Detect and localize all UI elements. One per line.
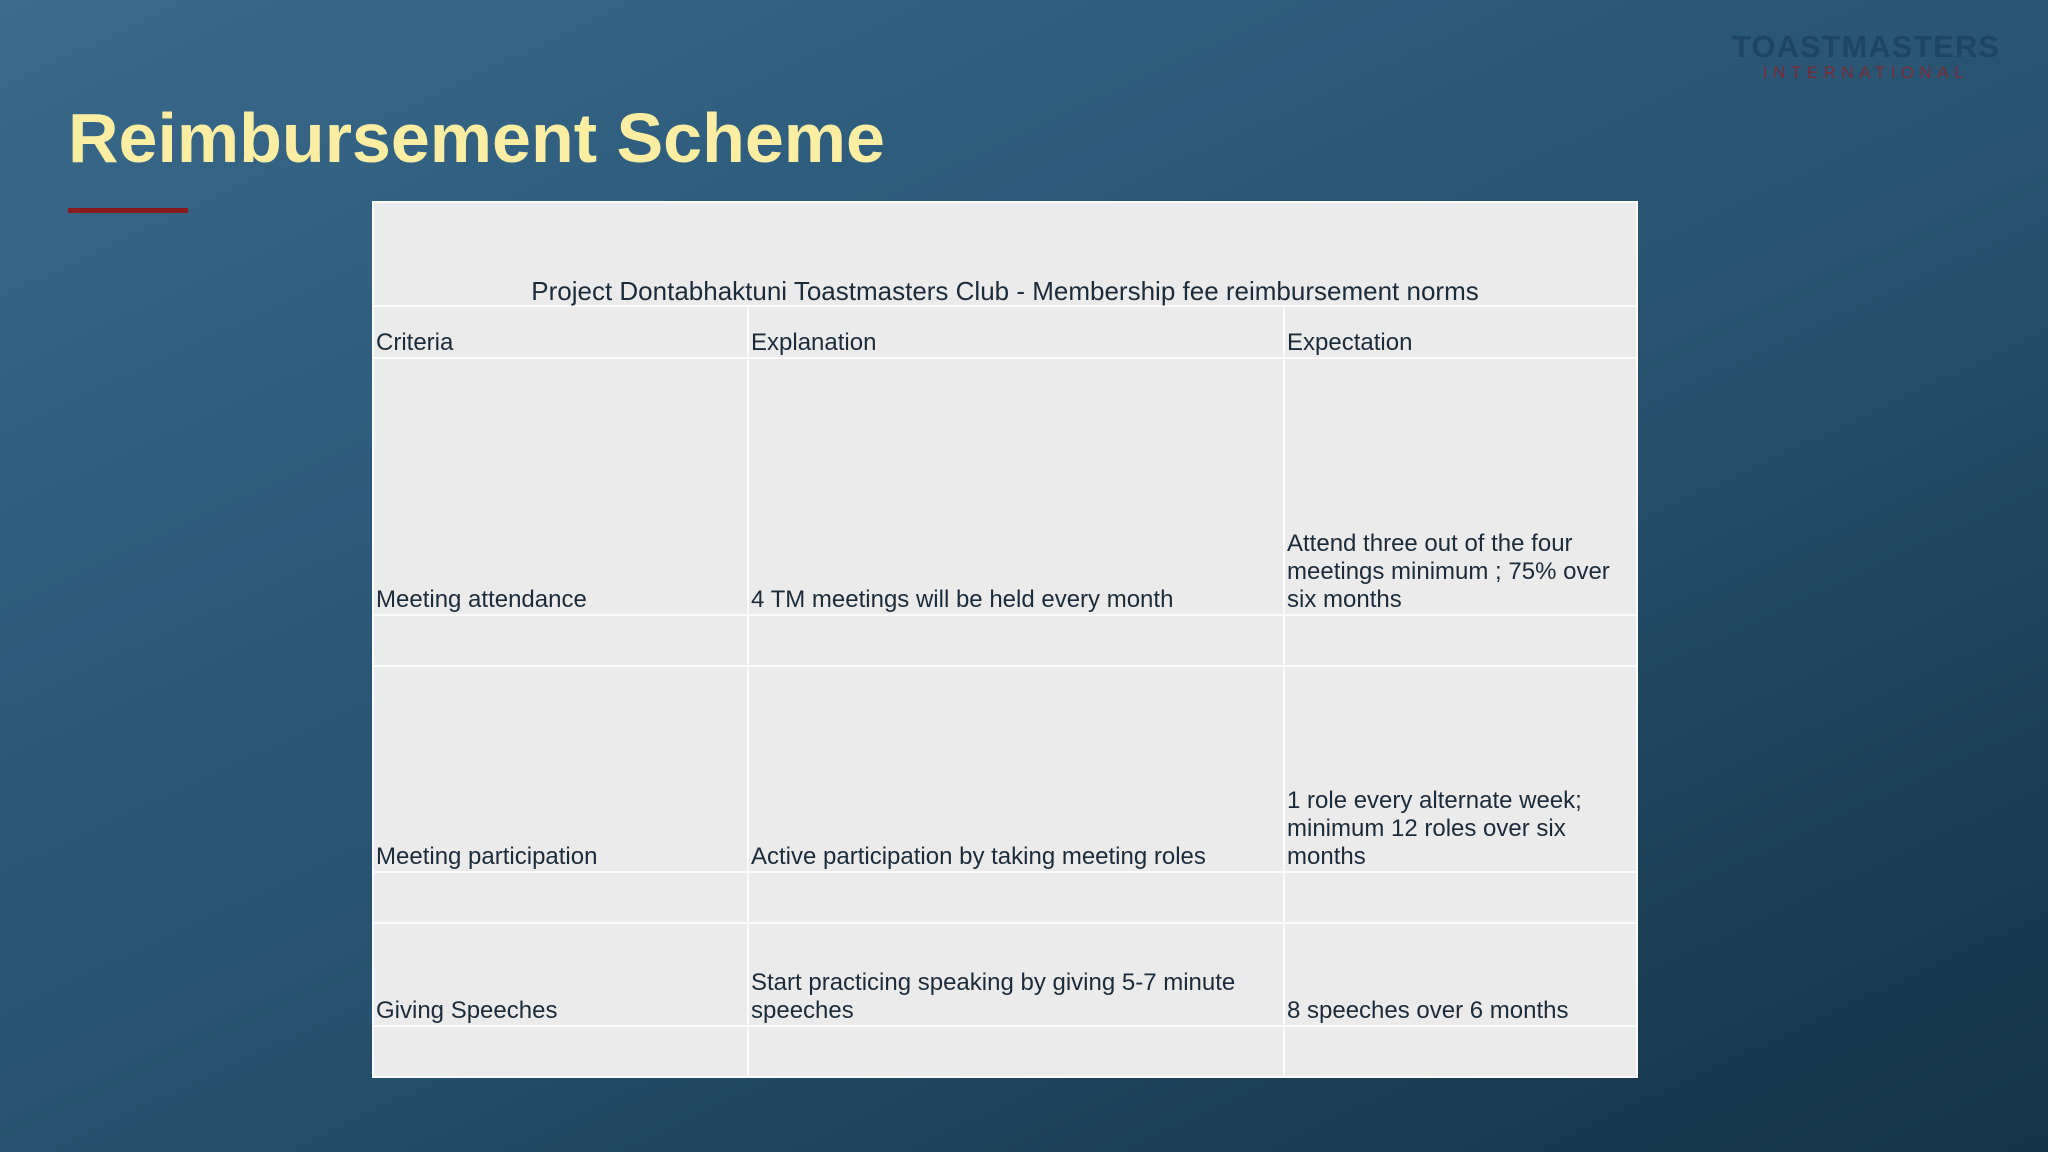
row-explanation: Active participation by taking meeting roles bbox=[748, 666, 1284, 872]
table-row bbox=[373, 666, 1637, 872]
spacer-cell bbox=[748, 1026, 1284, 1077]
spacer-cell bbox=[373, 1026, 748, 1077]
spacer-cell bbox=[1284, 615, 1637, 666]
table-spacer-row bbox=[373, 872, 1637, 923]
header-explanation: Explanation bbox=[748, 306, 1284, 358]
spacer-cell bbox=[748, 872, 1284, 923]
slide-title: Reimbursement Scheme bbox=[68, 99, 885, 177]
logo-wordmark: TOASTMASTERS bbox=[1731, 29, 2001, 64]
title-underline bbox=[68, 208, 188, 213]
row-expectation: Attend three out of the four meetings minimum ; 75% over six months bbox=[1284, 358, 1637, 615]
header-criteria: Criteria bbox=[373, 306, 748, 358]
table-spacer-row bbox=[373, 1026, 1637, 1077]
table-spacer-row bbox=[373, 615, 1637, 666]
table-row bbox=[373, 923, 1637, 1026]
spacer-cell bbox=[373, 615, 748, 666]
spacer-cell bbox=[1284, 1026, 1637, 1077]
table-header-row bbox=[373, 306, 1637, 358]
row-criteria: Giving Speeches bbox=[373, 923, 748, 1026]
row-criteria: Meeting participation bbox=[373, 666, 748, 872]
row-explanation: 4 TM meetings will be held every month bbox=[748, 358, 1284, 615]
row-criteria: Meeting attendance bbox=[373, 358, 748, 615]
spacer-cell bbox=[373, 872, 748, 923]
row-explanation: Start practicing speaking by giving 5-7 minute speeches bbox=[748, 923, 1284, 1026]
logo-subtext: INTERNATIONAL bbox=[1762, 63, 1970, 82]
table-caption: Project Dontabhaktuni Toastmasters Club - Membership fee reimbursement norms bbox=[373, 202, 1637, 306]
reimbursement-table bbox=[372, 201, 1638, 1078]
table-row bbox=[373, 358, 1637, 615]
row-expectation: 8 speeches over 6 months bbox=[1284, 923, 1637, 1026]
header-expectation: Expectation bbox=[1284, 306, 1637, 358]
toastmasters-logo bbox=[1724, 30, 2008, 82]
table-caption-row bbox=[373, 202, 1637, 306]
spacer-cell bbox=[1284, 872, 1637, 923]
row-expectation: 1 role every alternate week; minimum 12 roles over six months bbox=[1284, 666, 1637, 872]
spacer-cell bbox=[748, 615, 1284, 666]
reimbursement-table-panel bbox=[372, 201, 1636, 1076]
